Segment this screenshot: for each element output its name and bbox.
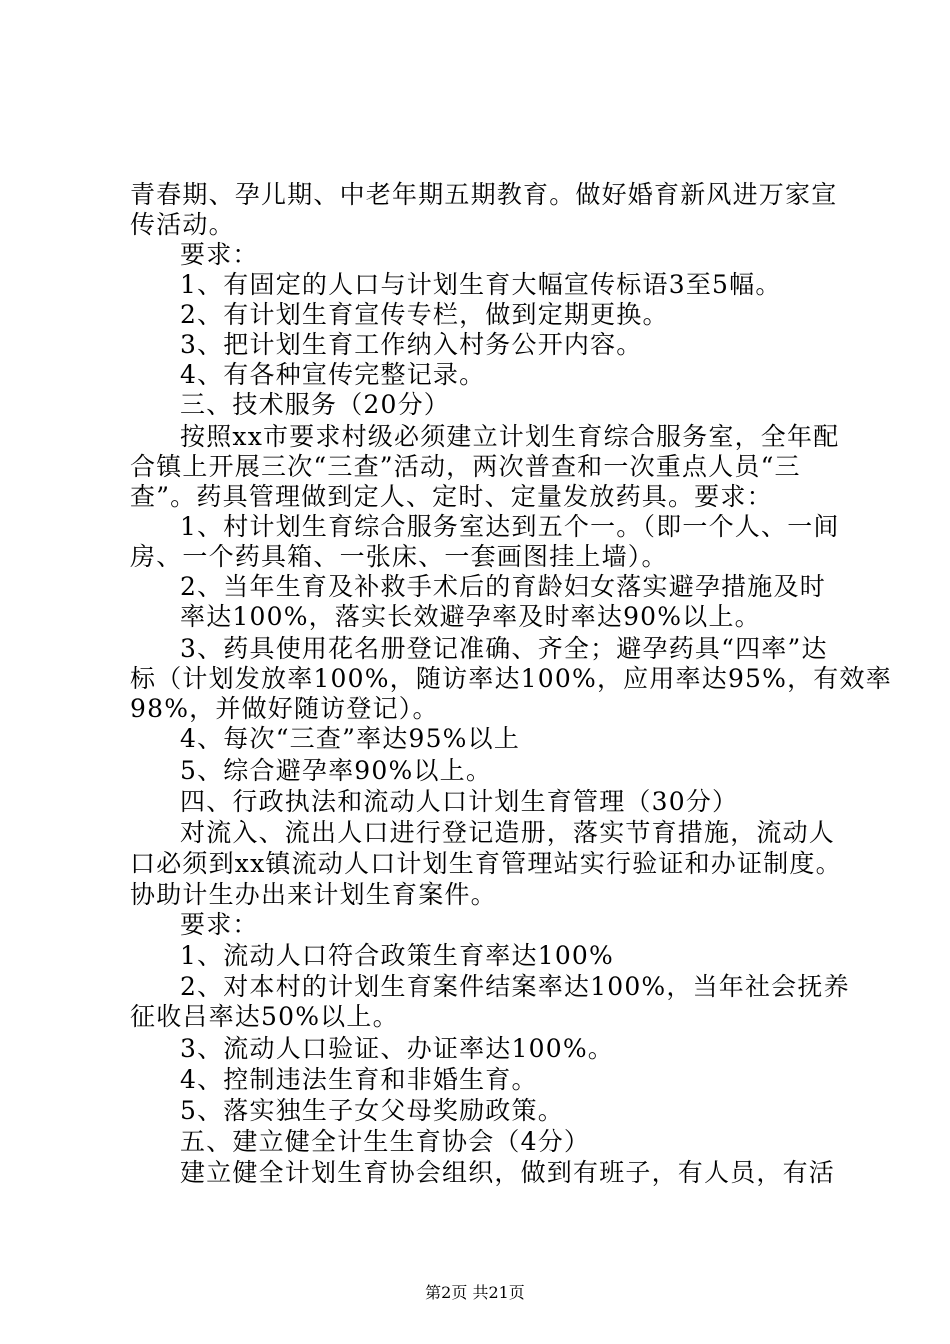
text-line: 青春期、孕儿期、中老年期五期教育。做好婚育新风进万家宣 (130, 180, 838, 209)
text-line: 2、当年生育及补救手术后的育龄妇女落实避孕措施及时 (180, 572, 826, 601)
text-line: 协助计生办出来计划生育案件。 (130, 880, 497, 909)
text-line: 4、控制违法生育和非婚生育。 (180, 1065, 538, 1094)
text-line: 率达100%，落实长效避孕率及时率达90%以上。 (180, 602, 761, 631)
text-line: 1、流动人口符合政策生育率达100% (180, 941, 614, 970)
text-line: 要求： (180, 910, 259, 939)
text-line: 合镇上开展三次“三查”活动，两次普查和一次重点人员“三 (130, 452, 801, 481)
text-line: 5、综合避孕率90%以上。 (180, 756, 493, 785)
text-line: 查”。药具管理做到定人、定时、定量发放药具。要求： (130, 482, 773, 511)
text-line: 1、有固定的人口与计划生育大幅宣传标语3至5幅。 (180, 270, 782, 299)
section-heading: 四、行政执法和流动人口计划生育管理（30分） (180, 787, 739, 816)
text-line: 98%，并做好随访登记）。 (130, 694, 439, 723)
text-line: 3、把计划生育工作纳入村务公开内容。 (180, 330, 643, 359)
text-line: 按照xx市要求村级必须建立计划生育综合服务室，全年配 (180, 422, 840, 451)
section-heading: 五、建立健全计生生育协会（4分） (180, 1127, 591, 1156)
text-line: 房、一个药具箱、一张床、一套画图挂上墙）。 (130, 542, 668, 571)
text-line: 标（计划发放率100%，随访率达100%，应用率达95%，有效率 (130, 664, 892, 693)
text-line: 对流入、流出人口进行登记造册，落实节育措施，流动人 (180, 818, 836, 847)
text-line: 2、有计划生育宣传专栏，做到定期更换。 (180, 300, 669, 329)
text-line: 传活动。 (130, 210, 235, 239)
text-line: 4、有各种宣传完整记录。 (180, 360, 486, 389)
text-line: 征收吕率达50%以上。 (130, 1002, 399, 1031)
text-line: 4、每次“三查”率达95%以上 (180, 724, 521, 753)
text-line: 3、流动人口验证、办证率达100%。 (180, 1034, 614, 1063)
text-line: 5、落实独生子女父母奖励政策。 (180, 1096, 564, 1125)
page-number-footer: 第2页 共21页 (425, 1283, 525, 1302)
text-line: 口必须到xx镇流动人口计划生育管理站实行验证和办证制度。 (130, 849, 842, 878)
text-line: 2、对本村的计划生育案件结案率达100%，当年社会抚养 (180, 972, 850, 1001)
text-line: 3、药具使用花名册登记准确、齐全；避孕药具“四率”达 (180, 634, 828, 663)
text-line: 1、村计划生育综合服务室达到五个一。（即一个人、一间 (180, 512, 840, 541)
text-line: 要求： (180, 240, 259, 269)
text-line: 建立健全计划生育协会组织，做到有班子，有人员，有活 (180, 1158, 836, 1187)
section-heading: 三、技术服务（20分） (180, 390, 451, 419)
